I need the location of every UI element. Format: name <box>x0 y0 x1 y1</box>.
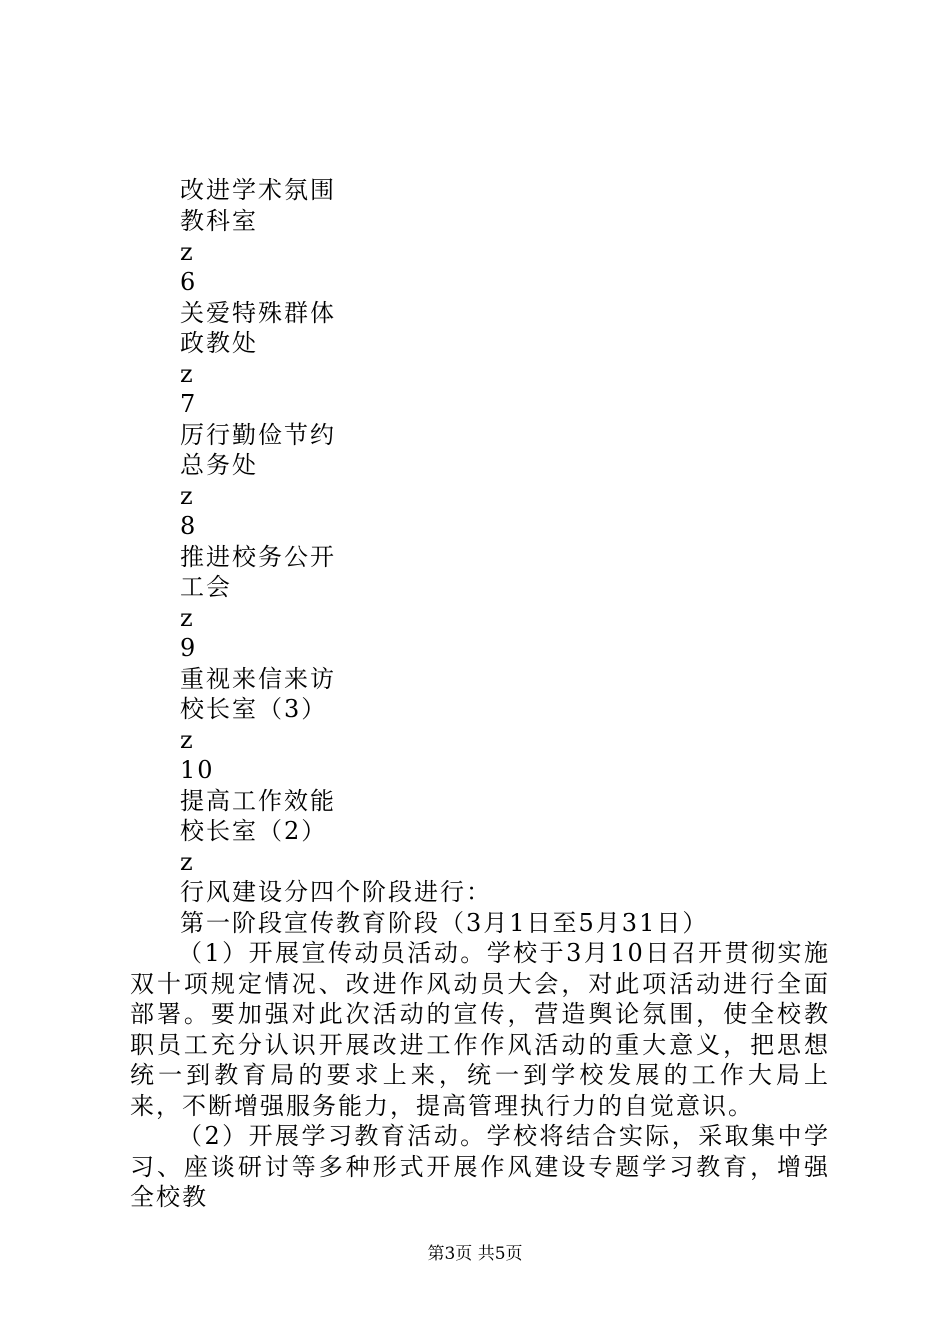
phases-intro: 行风建设分四个阶段进行： <box>180 878 492 906</box>
item-dept: 校长室（2） <box>180 817 328 845</box>
item-num: 9 <box>180 634 198 662</box>
item-dept: 校长室（3） <box>180 695 328 723</box>
item-mark: z <box>180 360 195 388</box>
paragraph: （2）开展学习教育活动。学校将结合实际，采取集中学习、座谈研讨等多种形式开展作风建设专题学习教育，增强全校教 <box>130 1122 830 1211</box>
item-name: 改进学术氛围 <box>180 176 336 204</box>
item-name: 提高工作效能 <box>180 787 336 815</box>
item-num: 6 <box>180 268 198 296</box>
item-num: 7 <box>180 390 198 418</box>
item-name: 厉行勤俭节约 <box>180 421 336 449</box>
item-num: 10 <box>180 756 215 784</box>
page-footer: 第3页 共5页 <box>427 1244 523 1264</box>
item-name: 重视来信来访 <box>180 665 336 693</box>
item-dept: 教科室 <box>180 207 258 235</box>
item-name: 推进校务公开 <box>180 543 336 571</box>
item-dept: 总务处 <box>180 451 258 479</box>
item-dept: 政教处 <box>180 329 258 357</box>
phase1-title: 第一阶段宣传教育阶段（3月1日至5月31日） <box>180 909 709 937</box>
item-dept: 工会 <box>180 573 232 601</box>
item-mark: z <box>180 604 195 632</box>
item-mark: z <box>180 238 195 266</box>
paragraph: （1）开展宣传动员活动。学校于3月10日召开贯彻实施双十项规定情况、改进作风动员大会，对此项活动进行全面部署。要加强对此次活动的宣传，营造舆论氛围，使全校教职员工充分认识开展改进工作作风活动的重大意义，把思想统一到教育局的要求上来，统一到学校发展的工作大局上来，不断增强服务能力，提高管理执行力的自觉意识。 <box>130 939 830 1120</box>
item-mark: z <box>180 726 195 754</box>
item-name: 关爱特殊群体 <box>180 299 336 327</box>
item-mark: z <box>180 482 195 510</box>
item-mark: z <box>180 848 195 876</box>
item-num: 8 <box>180 512 198 540</box>
